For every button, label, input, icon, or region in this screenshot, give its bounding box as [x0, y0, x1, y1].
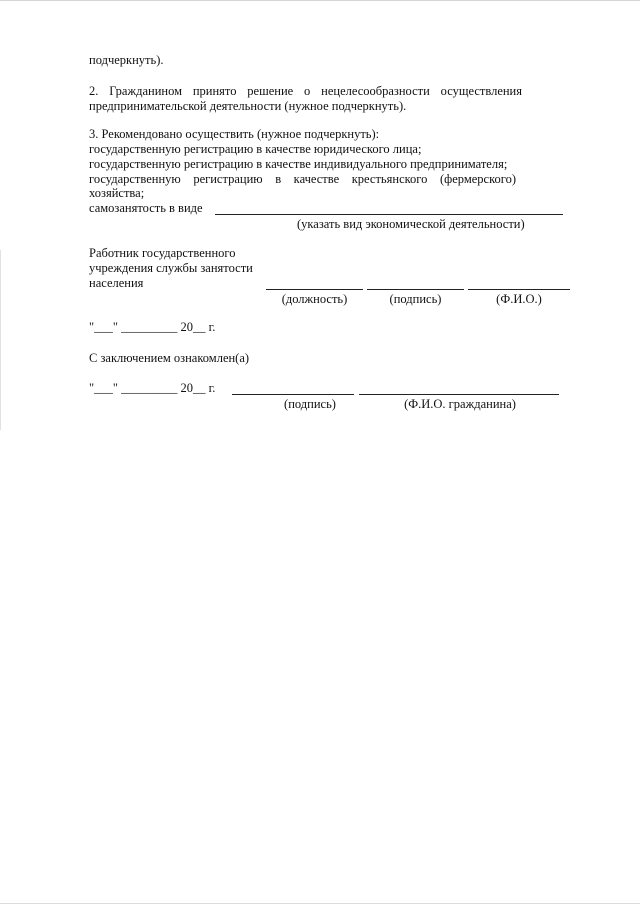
self-employment-caption: (указать вид экономической деятельности): [297, 217, 525, 231]
scan-edge-bottom: [0, 903, 640, 904]
item2-line1: 2. Гражданином принято решение о нецелесообразности осуществления: [89, 84, 522, 98]
worker-position-line: [266, 289, 363, 290]
caption-citizen-name: (Ф.И.О. гражданина): [404, 397, 516, 411]
worker-line-3: населения: [89, 276, 144, 290]
item2-line2: предпринимательской деятельности (нужное подчеркнуть).: [89, 99, 407, 113]
worker-line-1: Работник государственного: [89, 246, 236, 260]
citizen-name-line: [359, 394, 559, 395]
self-employment-line: [215, 214, 563, 215]
scan-edge-left: [0, 250, 1, 430]
item3-option-farm-cont: хозяйства;: [89, 186, 145, 200]
scan-edge-top: [0, 0, 640, 1]
caption-signature: (подпись): [389, 292, 442, 306]
item3-option-entrepreneur: государственную регистрацию в качестве индивидуального предпринимателя;: [89, 157, 508, 171]
item3-option-farm: государственную регистрацию в качестве крестьянского (фермерского): [89, 172, 516, 186]
acquainted-label: С заключением ознакомлен(а): [89, 351, 250, 365]
caption-citizen-signature: (подпись): [284, 397, 336, 411]
worker-name-line: [468, 289, 570, 290]
item3-heading: 3. Рекомендовано осуществить (нужное подчеркнуть):: [89, 127, 380, 141]
date-line: "___" _________ 20__ г.: [89, 320, 216, 334]
item3-option-legal-entity: государственную регистрацию в качестве юридического лица;: [89, 142, 422, 156]
citizen-signature-line: [232, 394, 354, 395]
worker-line-2: учреждения службы занятости: [89, 261, 253, 275]
citizen-date-line: "___" _________ 20__ г.: [89, 381, 216, 395]
caption-name: (Ф.И.О.): [496, 292, 542, 306]
self-employment-label: самозанятость в виде: [89, 201, 203, 215]
caption-position: (должность): [281, 292, 348, 306]
worker-signature-line: [367, 289, 464, 290]
top-fragment: подчеркнуть).: [89, 53, 164, 67]
